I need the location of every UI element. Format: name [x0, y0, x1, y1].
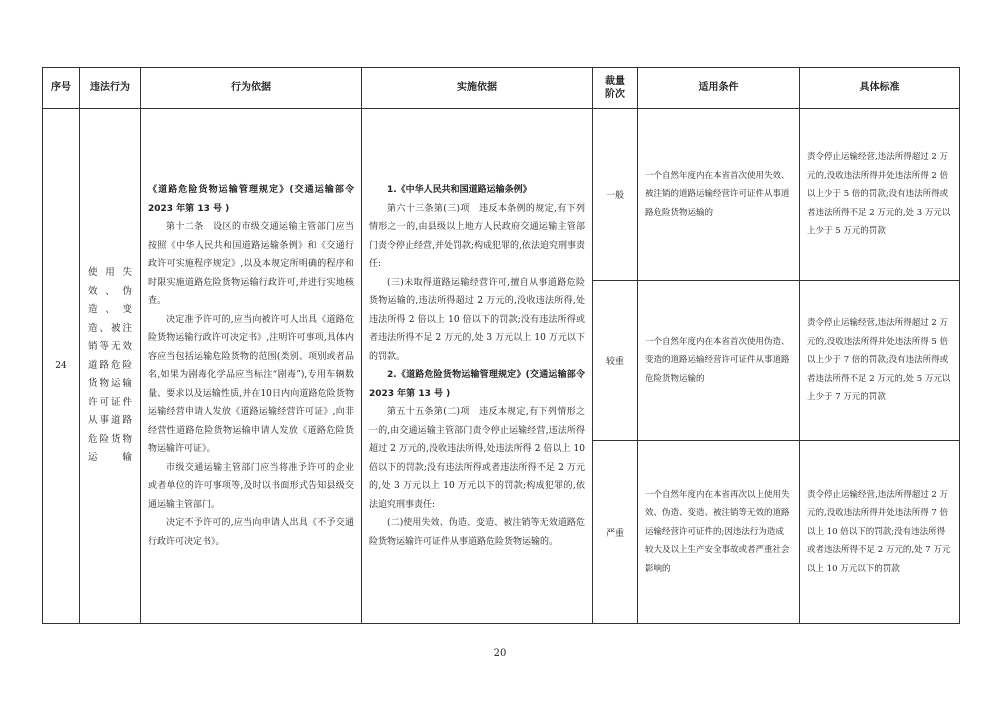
standard-general: 责令停止运输经营,违法所得超过 2 万元的,没收违法所得并处违法所得 2 倍以上少于 5 倍的罚款;没有违法所得或者违法所得不足 2 万元的,处 3 万元以上少于 5 万元的罚款 — [807, 152, 951, 237]
header-tier-label: 裁量阶次 — [605, 75, 625, 100]
condition-general: 一个自然年度内在本省首次使用失效、被注销的道路运输经营许可证件从事道路危险货物运输的 — [645, 170, 790, 218]
row-violation-cell — [80, 109, 141, 624]
standard-serious: 责令停止运输经营,违法所得超过 2 万元的,没收违法所得并处违法所得 5 倍以上少于 7 倍的罚款;没有违法所得或者违法所得不足 2 万元的,处 5 万元以上少于 7 万元的罚款 — [807, 318, 951, 403]
header-violation: 违法行为 — [80, 68, 141, 109]
implement-title: 2.《道路危险货物运输管理规定》(交通运输部令 2023 年第 13 号 ) — [369, 370, 585, 399]
standard-severe: 责令停止运输经营,违法所得超过 2 万元的,没收违法所得并处违法所得 7 倍以上 10 倍以下的罚款;没有违法所得或者违法所得不足 2 万元的,处 7 万元以上 10 万元以下的罚款 — [807, 489, 951, 574]
standard-general-cell — [800, 109, 960, 281]
implement-paragraph: (二)使用失效、伪造、变造、被注销等无效道路危险货物运输许可证件从事道路危险货物运输的。 — [369, 518, 585, 547]
row-seq: 24 — [43, 109, 80, 624]
implement-paragraph: 第六十三条第(三)项 违反本条例的规定,有下列情形之一的,由县级以上地方人民政府交通运输主管部门责令停止经营,并处罚款;构成犯罪的,依法追究刑事责任: — [369, 203, 585, 269]
header-seq: 序号 — [43, 68, 80, 109]
row-basis-cell — [141, 109, 362, 624]
basis-paragraph: 第十二条 设区的市级交通运输主管部门应当按照《中华人民共和国道路运输条例》和《交通行政许可实施程序规定》,以及本规定所明确的程序和时限实施道路危险货物运输行政许可,并进行实地核查。 — [148, 222, 354, 306]
condition-severe-cell — [638, 441, 800, 624]
basis-paragraph: 决定准予许可的,应当向被许可人出具《道路危险货物运输行政许可决定书》,注明许可事项,具体内容应当包括运输危险货物的范围(类别、项别或者品名,如果为剧毒化学品应当标注“剧毒”),专用车辆数量、要求以及运输性质,并在10日内向道路危险货物运输经营申请人发放《道路运输经营许可证》,向非经营性道路危险货物运输申请人发放《道路危险货物运输许可证》。 — [148, 314, 354, 454]
header-tier — [593, 68, 638, 109]
tier-serious: 较重 — [593, 281, 638, 441]
implement-title: 1.《中华人民共和国道路运输条例》 — [387, 185, 532, 195]
standard-severe-cell — [800, 441, 960, 624]
row-violation: 使用失效、伪造、变造、被注销等无效道路危险货物运输许可证件从事道路危险货物运输 — [88, 267, 132, 464]
row-implement-cell — [362, 109, 593, 624]
header-basis: 行为依据 — [141, 68, 362, 109]
condition-serious: 一个自然年度内在本省首次使用伪造、变造的道路运输经营许可证件从事道路危险货物运输的 — [645, 336, 790, 384]
tier-severe: 严重 — [593, 441, 638, 624]
header-implement: 实施依据 — [362, 68, 593, 109]
table-row — [43, 109, 960, 281]
header-standard: 具体标准 — [800, 68, 960, 109]
penalty-standards-table — [42, 67, 960, 624]
basis-paragraph: 市级交通运输主管部门应当将准予许可的企业或者单位的许可事项等,及时以书面形式告知县级交通运输主管部门。 — [148, 462, 354, 510]
row-basis — [141, 181, 361, 551]
condition-severe: 一个自然年度内在本省再次以上使用失效、伪造、变造、被注销等无效的道路运输经营许可证件的;因违法行为造成较大及以上生产安全事故或者严重社会影响的 — [645, 489, 790, 574]
condition-serious-cell — [638, 281, 800, 441]
row-implement — [362, 181, 592, 551]
standard-serious-cell — [800, 281, 960, 441]
table-header-row — [43, 68, 960, 109]
page-number: 20 — [493, 648, 507, 659]
header-condition: 适用条件 — [638, 68, 800, 109]
condition-general-cell — [638, 109, 800, 281]
implement-paragraph: 第五十五条第(二)项 违反本规定,有下列情形之一的,由交通运输主管部门责令停止运输经营,违法所得超过 2 万元的,没收违法所得,处违法所得 2 倍以上 10 倍以下的罚款;没有违法所得或者违法所得不足 2 万元的,处 3 万元以上 10 万元以下的罚款;构成犯罪的,依法追究刑事责任: — [369, 407, 585, 510]
tier-general: 一般 — [593, 109, 638, 281]
basis-title: 《道路危险货物运输管理规定》(交通运输部令 2023 年第 13 号 ) — [148, 185, 354, 214]
basis-paragraph: 决定不予许可的,应当向申请人出具《不予交通行政许可决定书》。 — [148, 518, 354, 547]
implement-paragraph: (三)未取得道路运输经营许可,擅自从事道路危险货物运输的,违法所得超过 2 万元的,没收违法所得,处违法所得 2 倍以上 10 倍以下的罚款;没有违法所得或者违法所得不足 2 万元的,处 3 万元以上 10 万元以下的罚款。 — [369, 277, 585, 362]
